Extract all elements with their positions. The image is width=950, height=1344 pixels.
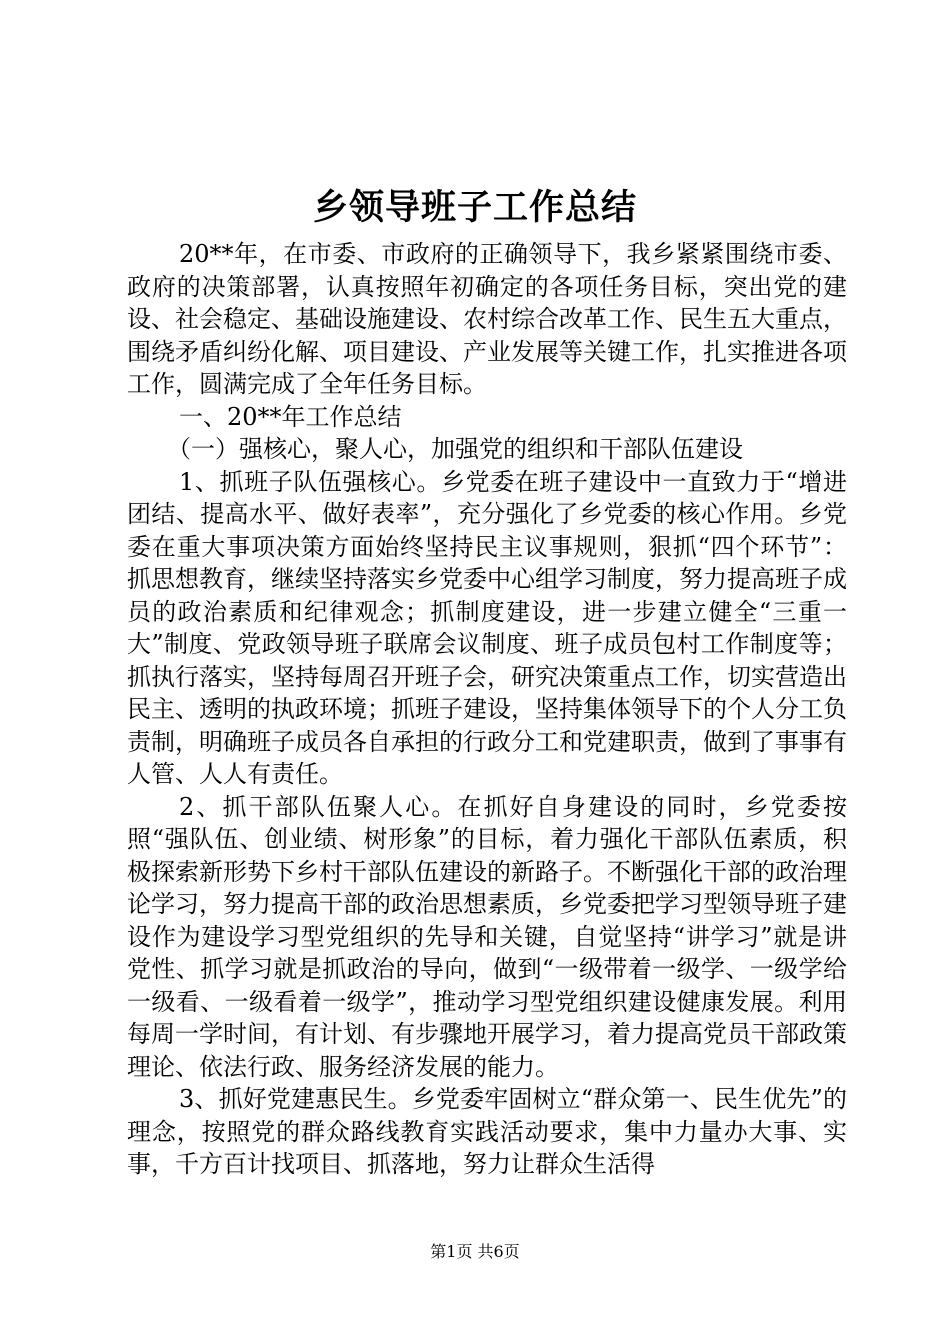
document-title: 乡领导班子工作总结 [312,187,637,228]
paragraph-item-2: 2、抓干部队伍聚人心。在抓好自身建设的同时，乡党委按照“强队伍、创业绩、树形象”的目标，着力强化干部队伍素质，积极探索新形势下乡村干部队伍建设的新路子。不断强化干部的政治理论学习，努力提高干部的政治思想素质，乡党委把学习型领导班子建设作为建设学习型党组织的先导和关键，自觉坚持“讲学习”就是讲党性、抓学习就是抓政治的导向，做到“一级带着一级学、一级学给一级看、一级看着一级学”，推动学习型党组织建设健康发展。利用每周一学时间，有计划、有步骤地开展学习，着力提高党员干部政策理论、依法行政、服务经济发展的能力。 [127,792,847,1081]
paragraph-intro: 20**年，在市委、市政府的正确领导下，我乡紧紧围绕市委、政府的决策部署，认真按照年初确定的各项任务目标，突出党的建设、社会稳定、基础设施建设、农村综合改革工作、民生五大重点，围绕矛盾纠纷化解、项目建设、产业发展等关键工作，扎实推进各项工作，圆满完成了全年任务目标。 [127,240,847,398]
page-number-footer: 第1页 共6页 [430,1242,520,1261]
document-body [127,238,847,1181]
subsection-heading: （一）强核心，聚人心，加强党的组织和干部队伍建设 [167,435,743,463]
section-heading: 一、20**年工作总结 [179,402,402,431]
paragraph-item-1: 1、抓班子队伍强核心。乡党委在班子建设中一直致力于“增进团结、提高水平、做好表率”，充分强化了乡党委的核心作用。乡党委在重大事项决策方面始终坚持民主议事规则，狠抓“四个环节”：抓思想教育，继续坚持落实乡党委中心组学习制度，努力提高班子成员的政治素质和纪律观念；抓制度建设，进一步建立健全“三重一大”制度、党政领导班子联席会议制度、班子成员包村工作制度等；抓执行落实，坚持每周召开班子会，研究决策重点工作，切实营造出民主、透明的执政环境；抓班子建设，坚持集体领导下的个人分工负责制，明确班子成员各自承担的行政分工和党建职责，做到了事事有人管、人人有责任。 [127,467,847,788]
paragraph-item-3: 3、抓好党建惠民生。乡党委牢固树立“群众第一、民生优先”的理念，按照党的群众路线教育实践活动要求，集中力量办大事、实事，千方百计找项目、抓落地，努力让群众生活得 [127,1085,847,1178]
